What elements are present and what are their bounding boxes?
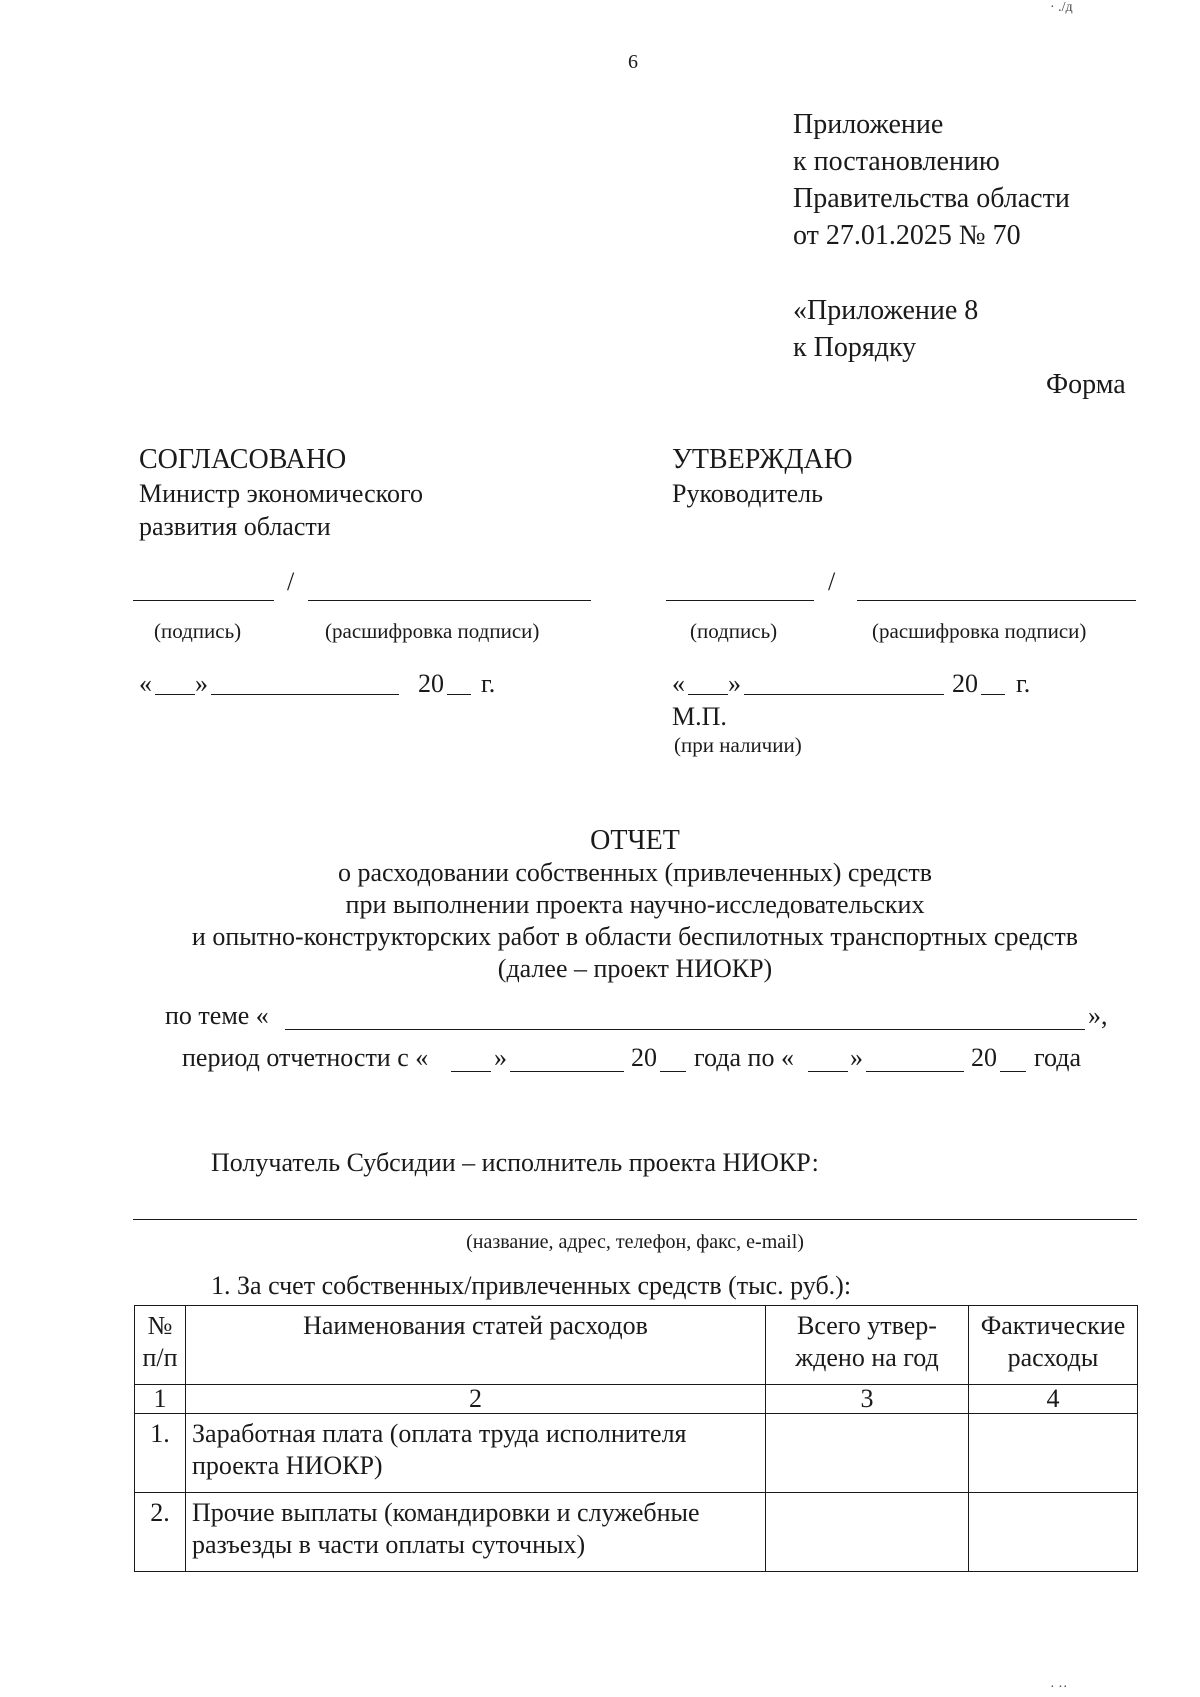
recipient-blank [133,1219,1137,1220]
approve-year-suffix: г. [1016,669,1031,698]
report-title: ОТЧЕТ [590,825,680,856]
row-actual-cell[interactable] [969,1493,1138,1572]
table-column-number-row [135,1385,1138,1414]
header-cell-expense-name [186,1306,766,1385]
row-expense-name [186,1493,766,1572]
agreed-decode-line [308,600,591,601]
header-date-number-line: от 27.01.2025 № 70 [793,220,1021,251]
topic-close: », [1088,1001,1108,1030]
period-year2-prefix: 20 [971,1043,997,1072]
agreed-decode-caption: (расшифровка подписи) [325,619,540,643]
header-approved-line2: ждено на год [795,1343,939,1372]
agreed-date-close: » [195,669,208,698]
report-subtitle-line4: (далее – проект НИОКР) [497,954,773,983]
header-approved-line1: Всего утвер- [797,1311,937,1340]
approve-position: Руководитель [672,479,823,508]
recipient-label: Получатель Субсидии – исполнитель проекта НИОКР: [211,1148,819,1177]
agreed-title: СОГЛАСОВАНО [139,444,347,475]
header-cell-actual [969,1306,1138,1385]
period-label: период отчетности с « [182,1043,429,1072]
table-row [135,1493,1138,1572]
period-day2-blank [808,1071,848,1072]
report-subtitle-line3: и опытно-конструкторских работ в области беспилотных транспортных средств [191,922,1079,951]
header-actual-line2: расходы [1007,1343,1099,1372]
table-row [135,1414,1138,1493]
scan-mark-top: · ./д [1050,0,1073,15]
period-month1-blank [510,1071,624,1072]
approve-sign-caption: (подпись) [690,619,778,643]
agreed-position-line1: Министр экономического [139,479,423,508]
period-mid: года по « [694,1043,794,1072]
period-quote2: » [850,1043,863,1072]
column-number-3: 3 [766,1385,969,1414]
agreed-month-blank [211,694,399,695]
row-expense-name-line1: Заработная плата (оплата труда исполнителя [192,1419,687,1448]
appendix-8-line: «Приложение 8 [793,295,979,326]
approve-year-blank [981,694,1005,695]
column-number-4: 4 [969,1385,1138,1414]
approve-decode-line [857,600,1136,601]
period-year1-prefix: 20 [631,1043,657,1072]
header-cell-number [135,1306,186,1385]
agreed-year-prefix: 20 [418,669,444,698]
column-number-2: 2 [186,1385,766,1414]
stamp-note: (при наличии) [674,733,802,757]
header-cell-approved [766,1306,969,1385]
agreed-date-open: « [139,669,152,698]
approve-day-blank [688,694,728,695]
approve-date-open: « [672,669,685,698]
agreed-signature-line [133,600,274,601]
page-number: 6 [628,51,638,73]
period-month2-blank [866,1071,964,1072]
period-end: года [1034,1043,1082,1072]
stamp-label: М.П. [672,702,727,731]
agreed-sign-caption: (подпись) [154,619,242,643]
topic-blank [285,1029,1085,1030]
header-appendix-line: Приложение [793,109,944,140]
period-quote1: » [494,1043,507,1072]
header-resolution-line: к постановлению [793,146,1000,177]
table-header-row [135,1306,1138,1385]
approve-slash: / [828,567,836,596]
section1-heading: 1. За счет собственных/привлеченных средств (тыс. руб.): [211,1271,852,1300]
column-number-1: 1 [135,1385,186,1414]
row-expense-name-line2: разъезды в части оплаты суточных) [192,1530,586,1559]
row-expense-name [186,1414,766,1493]
row-actual-cell[interactable] [969,1414,1138,1493]
header-actual-line1: Фактические [980,1311,1126,1340]
scan-mark-bottom: · ·· [1050,1680,1068,1695]
header-expense-name: Наименования статей расходов [303,1311,648,1340]
recipient-caption: (название, адрес, телефон, факс, e-mail) [466,1231,804,1253]
to-procedure-line: к Порядку [793,332,917,363]
header-government-line: Правительства области [793,183,1070,214]
agreed-year-blank [447,694,471,695]
period-year2-blank [1000,1071,1026,1072]
approve-date-close: » [728,669,741,698]
approve-title: УТВЕРЖДАЮ [672,444,853,475]
agreed-day-blank [155,694,195,695]
header-number-line2: п/п [142,1343,178,1372]
period-day1-blank [451,1071,491,1072]
header-number-line1: № [147,1311,173,1340]
approve-year-prefix: 20 [952,669,978,698]
row-number: 1. [135,1414,186,1493]
approve-month-blank [744,694,944,695]
agreed-year-suffix: г. [481,669,496,698]
agreed-slash: / [287,567,295,596]
row-approved-cell[interactable] [766,1414,969,1493]
row-number: 2. [135,1493,186,1572]
form-label: Форма [1046,369,1126,400]
row-expense-name-line2: проекта НИОКР) [192,1451,383,1480]
period-year1-blank [660,1071,686,1072]
report-subtitle-line1: о расходовании собственных (привлеченных) средств [337,858,933,887]
expense-table [134,1305,1138,1572]
topic-label: по теме « [165,1001,269,1030]
report-subtitle-line2: при выполнении проекта научно-исследовательских [345,890,925,919]
approve-signature-line [666,600,814,601]
row-approved-cell[interactable] [766,1493,969,1572]
approve-decode-caption: (расшифровка подписи) [872,619,1087,643]
row-expense-name-line1: Прочие выплаты (командировки и служебные [192,1498,700,1527]
agreed-position-line2: развития области [139,512,331,541]
